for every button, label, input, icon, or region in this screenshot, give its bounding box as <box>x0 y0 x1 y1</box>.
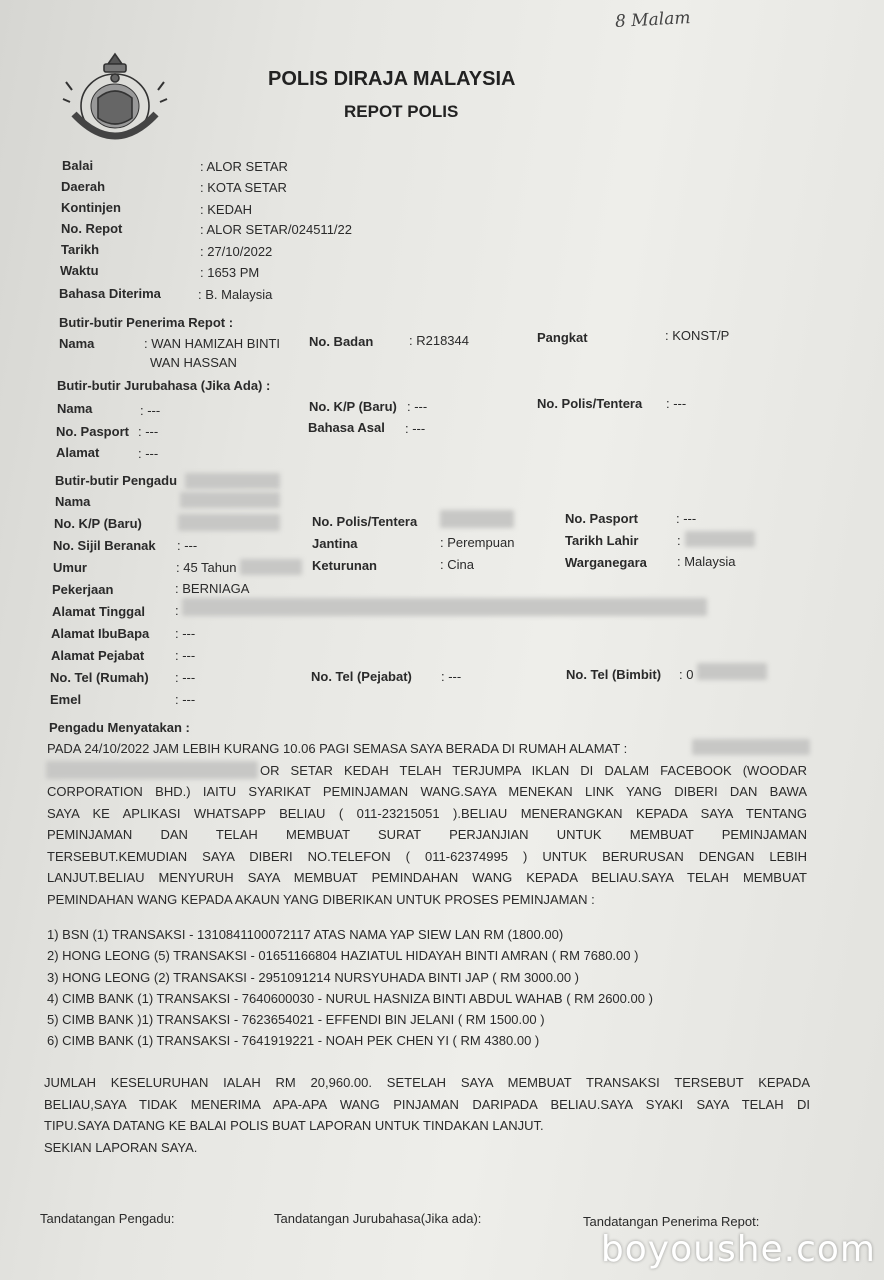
statement-line: CORPORATION BHD.) IAITU SYARIKAT PEMINJAMAN WANG.SAYA MENEKAN LINK YANG DIBERI DAN BAWA <box>47 784 807 799</box>
label-no-badan: No. Badan <box>309 334 374 349</box>
label-bahasa-asal: Bahasa Asal <box>308 420 385 435</box>
label-jantina: Jantina <box>312 536 358 551</box>
value-waktu: : 1653 PM <box>200 265 260 280</box>
value-sijil-beranak: : --- <box>177 538 198 553</box>
statement-line: PADA 24/10/2022 JAM LEBIH KURANG 10.06 PAGI SEMASA SAYA BERADA DI RUMAH ALAMAT : <box>47 741 628 756</box>
value-tel-pejabat: : --- <box>441 669 462 684</box>
label-warganegara: Warganegara <box>565 555 647 570</box>
redaction <box>440 510 514 528</box>
label-waktu: Waktu <box>60 263 99 278</box>
value-bahasa-diterima: : B. Malaysia <box>198 287 273 302</box>
list-item: 5) CIMB BANK )1) TRANSAKSI - 7623654021 - EFFENDI BIN JELANI ( RM 1500.00 ) <box>47 1012 545 1028</box>
value-tarikh: : 27/10/2022 <box>200 244 273 259</box>
signature-pengadu: Tandatangan Pengadu: <box>40 1211 175 1226</box>
value-pasport-pengadu: : --- <box>676 511 697 526</box>
statement-line: PEMINDAHAN WANG KEPADA AKAUN YANG DIBERIKAN UNTUK PROSES PEMINJAMAN : <box>47 891 595 907</box>
value-jantina: : Perempuan <box>440 535 515 550</box>
signature-penerima: Tandatangan Penerima Repot: <box>583 1214 760 1229</box>
statement-line: PEMINJAMAN DAN TELAH MEMBUAT SURAT PERJANJIAN UNTUK MEMBUAT PEMINJAMAN <box>47 827 807 842</box>
signature-jurubahasa: Tandatangan Jurubahasa(Jika ada): <box>274 1211 482 1226</box>
statement-line: SEKIAN LAPORAN SAYA. <box>44 1139 198 1155</box>
value-warganegara: : Malaysia <box>677 554 736 569</box>
statement-line: JUMLAH KESELURUHAN IALAH RM 20,960.00. SETELAH SAYA MEMBUAT TRANSAKSI TERSEBUT KEPADA <box>44 1075 810 1090</box>
value-alamat-tinggal: : <box>175 603 179 618</box>
label-umur: Umur <box>53 560 87 575</box>
value-pangkat: : KONST/P <box>665 328 730 343</box>
list-item: 2) HONG LEONG (5) TRANSAKSI - 01651166804 HAZIATUL HIDAYAH BINTI AMRAN ( RM 7680.00 ) <box>47 948 639 964</box>
value-bahasa-asal: : --- <box>405 421 426 436</box>
label-kp-jurubahasa: No. K/P (Baru) <box>309 399 397 414</box>
label-polis-pengadu: No. Polis/Tentera <box>312 514 418 529</box>
statement-line: BELIAU,SAYA TIDAK MENERIMA APA-APA WANG PINJAMAN DARIPADA BELIAU.SAYA SYAKI SAYA TELAH DI <box>44 1096 810 1112</box>
label-sijil-beranak: No. Sijil Beranak <box>53 538 156 553</box>
value-keturunan: : Cina <box>440 557 474 572</box>
page-title: POLIS DIRAJA MALAYSIA <box>268 68 516 90</box>
statement-line: LANJUT.BELIAU MENYURUH SAYA MEMBUAT PEMINDAHAN WANG KEPADA BELIAU.SAYA TELAH MEMBUAT <box>47 870 807 885</box>
heading-penerima: Butir-butir Penerima Repot : <box>59 315 234 330</box>
redaction <box>185 473 280 489</box>
statement-paragraph-2 <box>44 1072 810 1158</box>
label-pangkat: Pangkat <box>537 330 588 345</box>
label-alamat-jurubahasa: Alamat <box>56 445 100 460</box>
label-kontinjen: Kontinjen <box>61 200 121 215</box>
value-tel-bimbit: : 0 <box>679 667 694 682</box>
redaction <box>182 598 707 616</box>
value-alamat-jurubahasa: : --- <box>138 446 159 461</box>
value-no-badan: : R218344 <box>409 333 469 348</box>
value-pasport-jurubahasa: : --- <box>138 424 159 439</box>
value-kp-jurubahasa: : --- <box>407 399 428 414</box>
redaction <box>46 761 258 779</box>
redaction <box>697 663 767 680</box>
statement-line: TERSEBUT.KEMUDIAN SAYA DIBERI NO.TELEFON ( 011-62374995 ) UNTUK BERURUSAN DENGAN LEBIH <box>47 848 807 864</box>
value-kontinjen: : KEDAH <box>200 202 253 217</box>
label-balai: Balai <box>62 158 94 173</box>
value-no-repot: : ALOR SETAR/024511/22 <box>200 222 352 237</box>
label-tarikh: Tarikh <box>61 242 100 257</box>
label-daerah: Daerah <box>61 179 106 194</box>
list-item: 4) CIMB BANK (1) TRANSAKSI - 7640600030 - NURUL HASNIZA BINTI ABDUL WAHAB ( RM 2600.00 ) <box>47 990 653 1006</box>
label-kp-pengadu: No. K/P (Baru) <box>54 516 142 531</box>
value-nama-jurubahasa: : --- <box>140 403 161 418</box>
value-balai: : ALOR SETAR <box>200 159 288 174</box>
value-polis-jurubahasa: : --- <box>666 396 687 411</box>
redaction <box>178 514 280 531</box>
label-nama-jurubahasa: Nama <box>57 401 93 416</box>
redaction <box>180 492 280 508</box>
statement-line: TIPU.SAYA DATANG KE BALAI POLIS BUAT LAPORAN UNTUK TINDAKAN LANJUT. <box>44 1118 544 1133</box>
label-alamat-pejabat: Alamat Pejabat <box>51 648 145 663</box>
redaction <box>692 739 810 755</box>
statement-heading: Pengadu Menyatakan : <box>49 720 190 735</box>
value-nama-penerima-2: WAN HASSAN <box>150 355 237 370</box>
value-tarikh-lahir: : <box>677 533 681 548</box>
label-polis-jurubahasa: No. Polis/Tentera <box>537 396 643 411</box>
label-bahasa-diterima: Bahasa Diterima <box>59 286 161 301</box>
label-tel-rumah: No. Tel (Rumah) <box>50 670 149 685</box>
transaction-list <box>47 924 653 1052</box>
value-nama-penerima-1: : WAN HAMIZAH BINTI <box>144 336 281 351</box>
list-item: 3) HONG LEONG (2) TRANSAKSI - 2951091214 NURSYUHADA BINTI JAP ( RM 3000.00 ) <box>47 969 579 985</box>
label-tarikh-lahir: Tarikh Lahir <box>565 533 639 548</box>
value-umur: : 45 Tahun <box>176 560 237 575</box>
label-nama-pengadu: Nama <box>55 494 91 509</box>
handwritten-note: 8 Malam <box>614 8 691 32</box>
label-no-repot: No. Repot <box>61 221 123 236</box>
statement-line: SAYA KE APLIKASI WHATSAPP BELIAU ( 011-23215051 ).BELIAU MENERANGKAN KEPADA SAYA TENTANG <box>47 805 807 821</box>
value-pekerjaan: : BERNIAGA <box>175 581 250 596</box>
redaction <box>685 531 755 547</box>
label-tel-bimbit: No. Tel (Bimbit) <box>566 667 662 682</box>
redaction <box>240 559 302 575</box>
value-tel-rumah: : --- <box>175 670 196 685</box>
list-item: 1) BSN (1) TRANSAKSI - 1310841100072117 ATAS NAMA YAP SIEW LAN RM (1800.00) <box>47 927 564 942</box>
watermark: boyoushe.com <box>600 1229 876 1270</box>
label-pekerjaan: Pekerjaan <box>52 582 114 597</box>
label-keturunan: Keturunan <box>312 558 377 573</box>
label-alamat-tinggal: Alamat Tinggal <box>52 604 145 619</box>
heading-pengadu: Butir-butir Pengadu <box>55 473 178 488</box>
label-tel-pejabat: No. Tel (Pejabat) <box>311 669 412 684</box>
value-emel: : --- <box>175 692 196 707</box>
value-alamat-pejabat: : --- <box>175 648 196 663</box>
heading-jurubahasa: Butir-butir Jurubahasa (Jika Ada) : <box>57 378 271 393</box>
label-pasport-pengadu: No. Pasport <box>565 511 638 526</box>
list-item: 6) CIMB BANK (1) TRANSAKSI - 7641919221 - NOAH PEK CHEN YI ( RM 4380.00 ) <box>47 1033 540 1049</box>
police-crest-logo <box>62 48 168 152</box>
value-daerah: : KOTA SETAR <box>200 180 287 195</box>
label-alamat-ibubapa: Alamat IbuBapa <box>51 626 150 641</box>
label-pasport-jurubahasa: No. Pasport <box>56 424 129 439</box>
page-subtitle: REPOT POLIS <box>344 102 459 121</box>
value-alamat-ibubapa: : --- <box>175 626 196 641</box>
statement-line: OR SETAR KEDAH TELAH TERJUMPA IKLAN DI DALAM FACEBOOK (WOODAR <box>260 762 807 778</box>
label-nama-penerima: Nama <box>59 336 95 351</box>
label-emel: Emel <box>50 692 82 707</box>
